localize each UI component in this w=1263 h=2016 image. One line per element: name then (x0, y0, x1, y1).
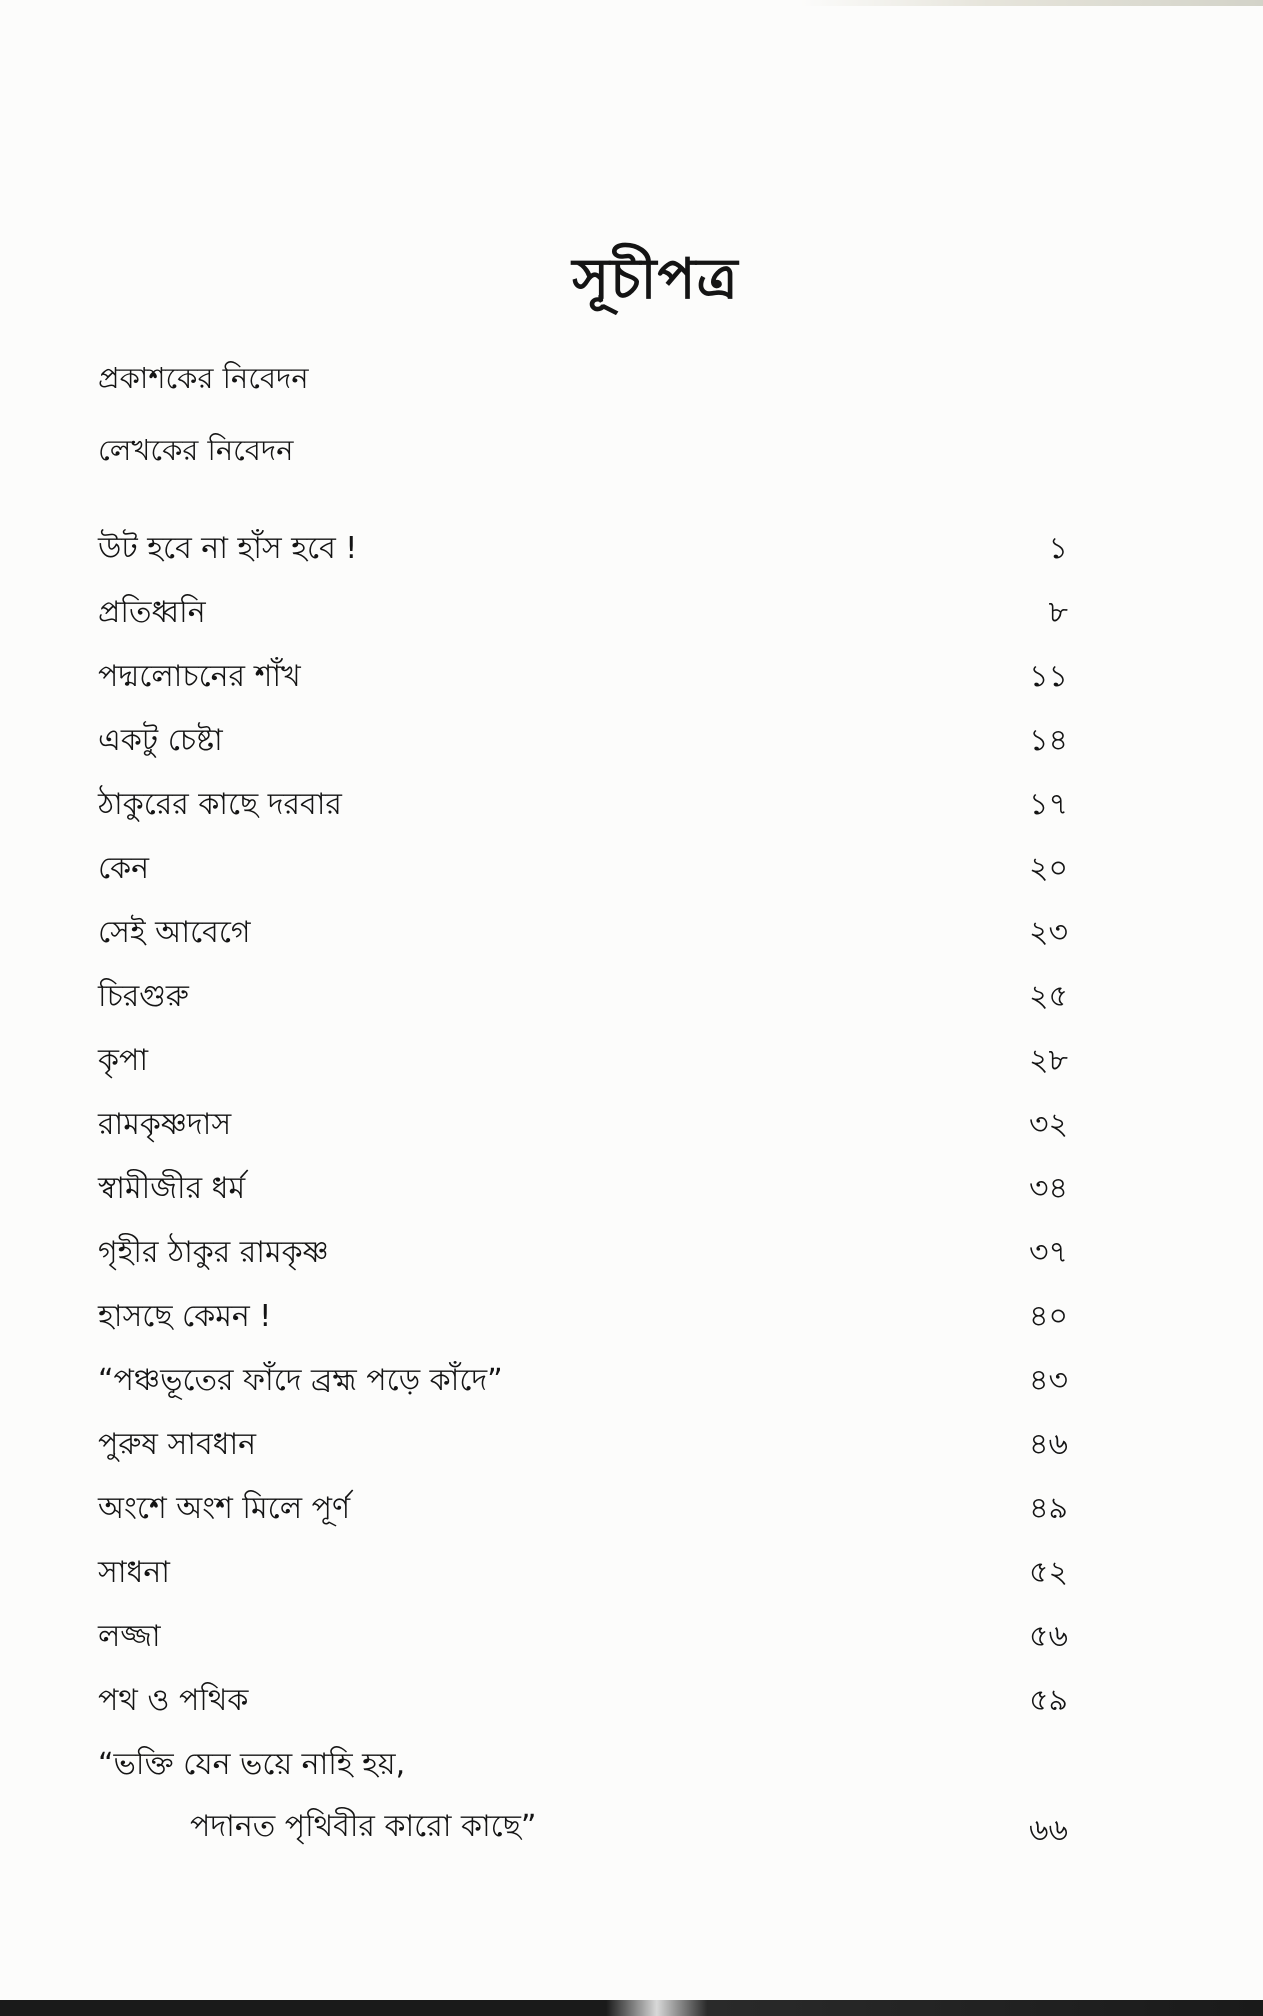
toc-entry-title: স্বামীজীর ধর্ম (98, 1171, 246, 1206)
toc-entry (98, 1292, 1068, 1336)
toc-entry (98, 780, 1068, 824)
toc-entry-page: ৮ (1048, 595, 1068, 630)
page-title: সূচীপত্র (572, 247, 739, 312)
toc-entry (98, 716, 1068, 760)
toc-entry-page: ৪০ (1029, 1299, 1068, 1334)
page-bottom-edge (0, 2000, 1263, 2016)
toc-entry-page: ১ (1048, 531, 1068, 566)
toc-entry-page: ২৩ (1028, 915, 1068, 950)
toc-entry-title: পদ্মলোচনের শাঁখ (98, 659, 301, 694)
toc-entry-page: ৫২ (1029, 1555, 1068, 1590)
toc-entry (98, 652, 1068, 696)
toc-entry (98, 1164, 1068, 1208)
toc-entry-page: ৪৩ (1029, 1363, 1068, 1398)
intro-item-author-note: লেখকের নিবেদন (98, 433, 294, 467)
toc-entry (98, 908, 1068, 952)
toc-entry (98, 1036, 1068, 1080)
toc-entry-title: সেই আবেগে (98, 915, 251, 950)
toc-entry-title: পথ ও পথিক (98, 1683, 249, 1718)
toc-entry-title: পুরুষ সাবধান (98, 1427, 257, 1462)
toc-entry (98, 1612, 1068, 1656)
toc-entry-title: হাসছে কেমন ! (98, 1299, 272, 1334)
toc-entry-page: ১১ (1029, 659, 1068, 694)
intro-item-publisher-note: প্রকাশকের নিবেদন (98, 361, 309, 395)
toc-entry-title: চিরগুরু (98, 979, 189, 1014)
toc-entry-page: ৬৬ (1028, 1813, 1068, 1848)
toc-entry-title-line1: “ভক্তি যেন ভয়ে নাহি হয়, (98, 1747, 406, 1782)
toc-entry-page: ৫৯ (1029, 1683, 1068, 1718)
toc-entry-title: “পঞ্চভূতের ফাঁদে ব্রহ্ম পড়ে কাঁদে” (98, 1363, 503, 1398)
toc-entry (98, 1100, 1068, 1144)
toc-entry-title: সাধনা (98, 1555, 170, 1590)
toc-entry-title: কেন (98, 851, 150, 886)
toc-entry-title: কৃপা (98, 1043, 149, 1078)
toc-entry-title: প্রতিধ্বনি (98, 595, 206, 630)
toc-entry-title: একটু চেষ্টা (98, 723, 223, 758)
toc-entry-title: ঠাকুরের কাছে দরবার (98, 787, 342, 822)
toc-entry-multiline (98, 1740, 1068, 1850)
toc-entry-page: ৪৬ (1029, 1427, 1068, 1462)
toc-entry (98, 1356, 1068, 1400)
toc-entry-page: ১৭ (1029, 787, 1068, 822)
toc-entry-page: ৪৯ (1029, 1491, 1068, 1526)
toc-entry (98, 1228, 1068, 1272)
toc-entry (98, 1548, 1068, 1592)
toc-entry-title-line2: পদানত পৃথিবীর কারো কাছে” (190, 1809, 537, 1844)
toc-entry-page: ২০ (1028, 851, 1068, 886)
toc-entry-title: লজ্জা (98, 1619, 161, 1654)
toc-entry (98, 588, 1068, 632)
toc-entry-title: অংশে অংশ মিলে পূর্ণ (98, 1491, 351, 1526)
toc-entry-page: ৩৭ (1028, 1235, 1068, 1270)
toc-entry-page: ১৪ (1029, 723, 1068, 758)
toc-entry (98, 844, 1068, 888)
toc-entry-title: গৃহীর ঠাকুর রামকৃষ্ণ (98, 1235, 329, 1270)
toc-entry (98, 972, 1068, 1016)
toc-entry-page: ৩৪ (1029, 1171, 1068, 1206)
toc-entry-title: উট হবে না হাঁস হবে ! (98, 531, 358, 566)
toc-entry-page: ৩২ (1028, 1107, 1068, 1142)
toc-entry (98, 524, 1068, 568)
page-top-edge (800, 0, 1263, 6)
toc-entry-title: রামকৃষ্ণদাস (98, 1107, 232, 1142)
toc-entry (98, 1484, 1068, 1528)
toc-entry-page: ৫৬ (1029, 1619, 1068, 1654)
toc-entry-page: ২৮ (1029, 1043, 1068, 1078)
toc-entry-page: ২৫ (1029, 979, 1068, 1014)
toc-entry (98, 1420, 1068, 1464)
toc-entry (98, 1676, 1068, 1720)
